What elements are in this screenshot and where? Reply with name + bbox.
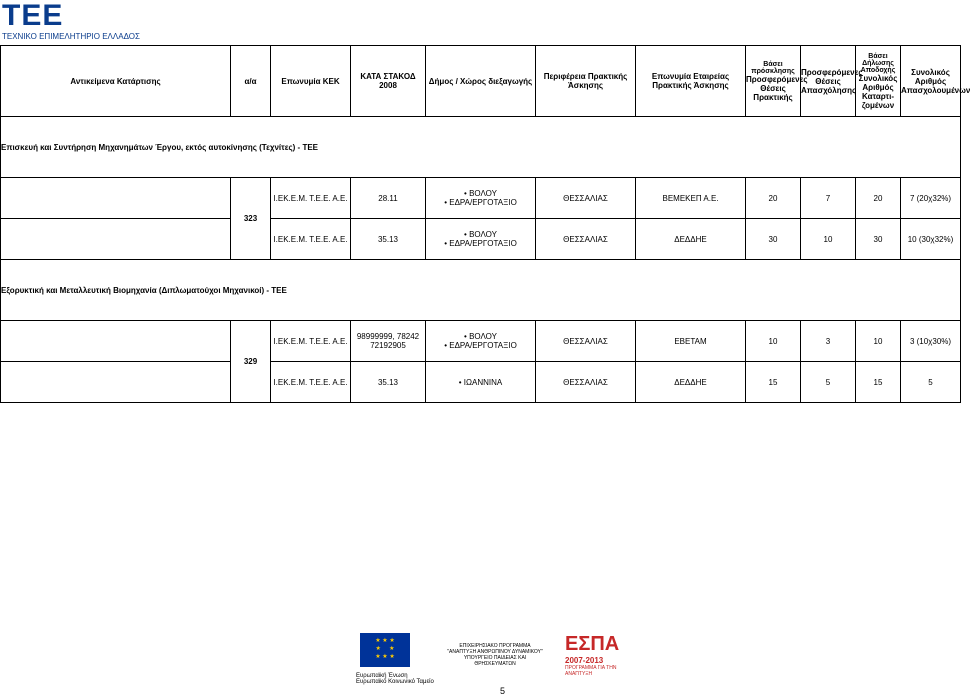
place-item: • ΒΟΛΟΥ xyxy=(426,332,535,341)
col-pos-employment: Προσφερόμενες Θέσεις Απασχόλησης xyxy=(801,46,856,117)
row-pos-practice: 15 xyxy=(746,362,801,403)
row-kek: Ι.ΕΚ.Ε.Μ. Τ.Ε.Ε. Α.Ε. xyxy=(271,321,351,362)
col-kek: Επωνυμία ΚΕΚ xyxy=(271,46,351,117)
row-total-employed: 3 (10χ30%) xyxy=(901,321,961,362)
row-place xyxy=(426,219,536,260)
category-row xyxy=(1,117,961,178)
place-item: • ΙΩΑΝΝΙΝΑ xyxy=(426,378,535,387)
row-kek: Ι.ΕΚ.Ε.Μ. Τ.Ε.Ε. Α.Ε. xyxy=(271,219,351,260)
program-sub: ΥΠΟΥΡΓΕΙΟ ΠΑΙΔΕΙΑΣ ΚΑΙ ΘΡΗΣΚΕΥΜΑΤΩΝ xyxy=(463,655,527,667)
row-stakod: 35.13 xyxy=(351,219,426,260)
row-pos-employment: 7 xyxy=(801,178,856,219)
row-aa: 329 xyxy=(231,321,271,403)
col-aa: α/α xyxy=(231,46,271,117)
espa-logo xyxy=(565,633,625,679)
category-row xyxy=(1,260,961,321)
group-header-declaration: Βάσει Δήλωσης Αποδοχής xyxy=(860,52,896,74)
row-region: ΘΕΣΣΑΛΙΑΣ xyxy=(536,178,636,219)
col-region: Περιφέρεια Πρακτικής Άσκησης xyxy=(536,46,636,117)
place-item: • ΕΔΡΑ/ΕΡΓΟΤΑΞΙΟ xyxy=(426,341,535,350)
category-title: Επισκευή και Συντήρηση Μηχανημάτων Έργου, εκτός αυτοκίνησης (Τεχνίτες) - ΤΕΕ xyxy=(1,117,961,178)
row-pos-employment: 10 xyxy=(801,219,856,260)
row-total-employed: 7 (20χ32%) xyxy=(901,178,961,219)
table-row xyxy=(1,321,961,362)
col-subject: Αντικείμενα Κατάρτισης xyxy=(1,46,231,117)
eu-label-sub: Ευρωπαϊκό Κοινωνικό Ταμείο xyxy=(356,679,434,685)
row-kek: Ι.ΕΚ.Ε.Μ. Τ.Ε.Ε. Α.Ε. xyxy=(271,362,351,403)
row-total-trainees: 20 xyxy=(856,178,901,219)
row-pos-practice: 30 xyxy=(746,219,801,260)
row-region: ΘΕΣΣΑΛΙΑΣ xyxy=(536,219,636,260)
row-pos-employment: 3 xyxy=(801,321,856,362)
row-company: ΔΕΔΔΗΕ xyxy=(636,362,746,403)
row-pos-practice: 10 xyxy=(746,321,801,362)
row-stakod: 28.11 xyxy=(351,178,426,219)
footer-logos xyxy=(356,633,620,685)
col-total-trainees xyxy=(856,46,901,117)
group-header-invitation: Βάσει πρόσκλησης xyxy=(751,60,795,75)
row-pos-practice: 20 xyxy=(746,178,801,219)
row-aa: 323 xyxy=(231,178,271,260)
row-region: ΘΕΣΣΑΛΙΑΣ xyxy=(536,321,636,362)
program-logo xyxy=(445,643,545,667)
row-total-trainees: 15 xyxy=(856,362,901,403)
tee-logo-subtitle: ΤΕΧΝΙΚΟ ΕΠΙΜΕΛΗΤΗΡΙΟ ΕΛΛΑΔΟΣ xyxy=(2,32,140,41)
row-place xyxy=(426,321,536,362)
table-row xyxy=(1,362,961,403)
row-kek: Ι.ΕΚ.Ε.Μ. Τ.Ε.Ε. Α.Ε. xyxy=(271,178,351,219)
row-total-employed: 10 (30χ32%) xyxy=(901,219,961,260)
eu-label xyxy=(356,673,434,685)
row-total-employed: 5 xyxy=(901,362,961,403)
col-pos-practice xyxy=(746,46,808,117)
row-company: ΒΕΜΕΚΕΠ Α.Ε. xyxy=(636,178,746,219)
col-total-trainees-label: Συνολικός Αριθμός Καταρτι-ζομένων xyxy=(858,73,898,110)
row-place xyxy=(426,362,536,403)
row-total-trainees: 30 xyxy=(856,219,901,260)
place-item: • ΒΟΛΟΥ xyxy=(426,189,535,198)
row-place xyxy=(426,178,536,219)
place-item: • ΕΔΡΑ/ΕΡΓΟΤΑΞΙΟ xyxy=(426,198,535,207)
table-header-row xyxy=(1,46,961,117)
eu-stars-icon: ★ ★ ★ ★ ★ ★ ★ ★ xyxy=(375,638,395,660)
row-total-trainees: 10 xyxy=(856,321,901,362)
espa-years: 2007-2013 xyxy=(565,656,604,665)
table-row xyxy=(1,219,961,260)
col-company: Επωνυμία Εταιρείας Πρακτικής Άσκησης xyxy=(636,46,746,117)
training-table xyxy=(0,45,970,403)
row-stakod: 98999999, 78242 72192905 xyxy=(351,321,426,362)
tee-logo xyxy=(2,2,142,42)
tee-logo-mark: ΤΕΕ xyxy=(2,0,64,32)
place-item: • ΕΔΡΑ/ΕΡΓΟΤΑΞΙΟ xyxy=(426,239,535,248)
row-region: ΘΕΣΣΑΛΙΑΣ xyxy=(536,362,636,403)
eu-label-main: Ευρωπαϊκή Ένωση xyxy=(356,673,408,679)
place-item: • ΒΟΛΟΥ xyxy=(426,230,535,239)
col-stakod: ΚΑΤΑ ΣΤΑΚΟΔ 2008 xyxy=(351,46,426,117)
row-pos-employment: 5 xyxy=(801,362,856,403)
col-pos-practice-label: Προσφερόμενες Θέσεις Πρακτικής xyxy=(746,74,808,102)
eu-flag-icon xyxy=(360,633,410,667)
program-label: ΕΠΙΧΕΙΡΗΣΙΑΚΟ ΠΡΟΓΡΑΜΜΑ "ΑΝΑΠΤΥΞΗ ΑΝΘΡΩΠΙΝΟΥ ΔΥΝΑΜΙΚΟΥ" xyxy=(447,643,543,655)
col-total-employed: Συνολικός Αριθμός Απασχολουμένων xyxy=(901,46,961,117)
table-row xyxy=(1,178,961,219)
espa-sub: ΠΡΟΓΡΑΜΜΑ ΓΙΑ ΤΗΝ ΑΝΑΠΤΥΞΗ xyxy=(565,665,617,677)
page-number: 5 xyxy=(500,686,506,696)
category-title: Εξορυκτική και Μεταλλευτική Βιομηχανία (Διπλωματούχοι Μηχανικοί) - ΤΕΕ xyxy=(1,260,961,321)
row-stakod: 35.13 xyxy=(351,362,426,403)
col-place: Δήμος / Χώρος διεξαγωγής xyxy=(426,46,536,117)
row-company: ΔΕΔΔΗΕ xyxy=(636,219,746,260)
espa-mark: ΕΣΠΑ xyxy=(565,633,620,655)
row-company: ΕΒΕΤΑΜ xyxy=(636,321,746,362)
